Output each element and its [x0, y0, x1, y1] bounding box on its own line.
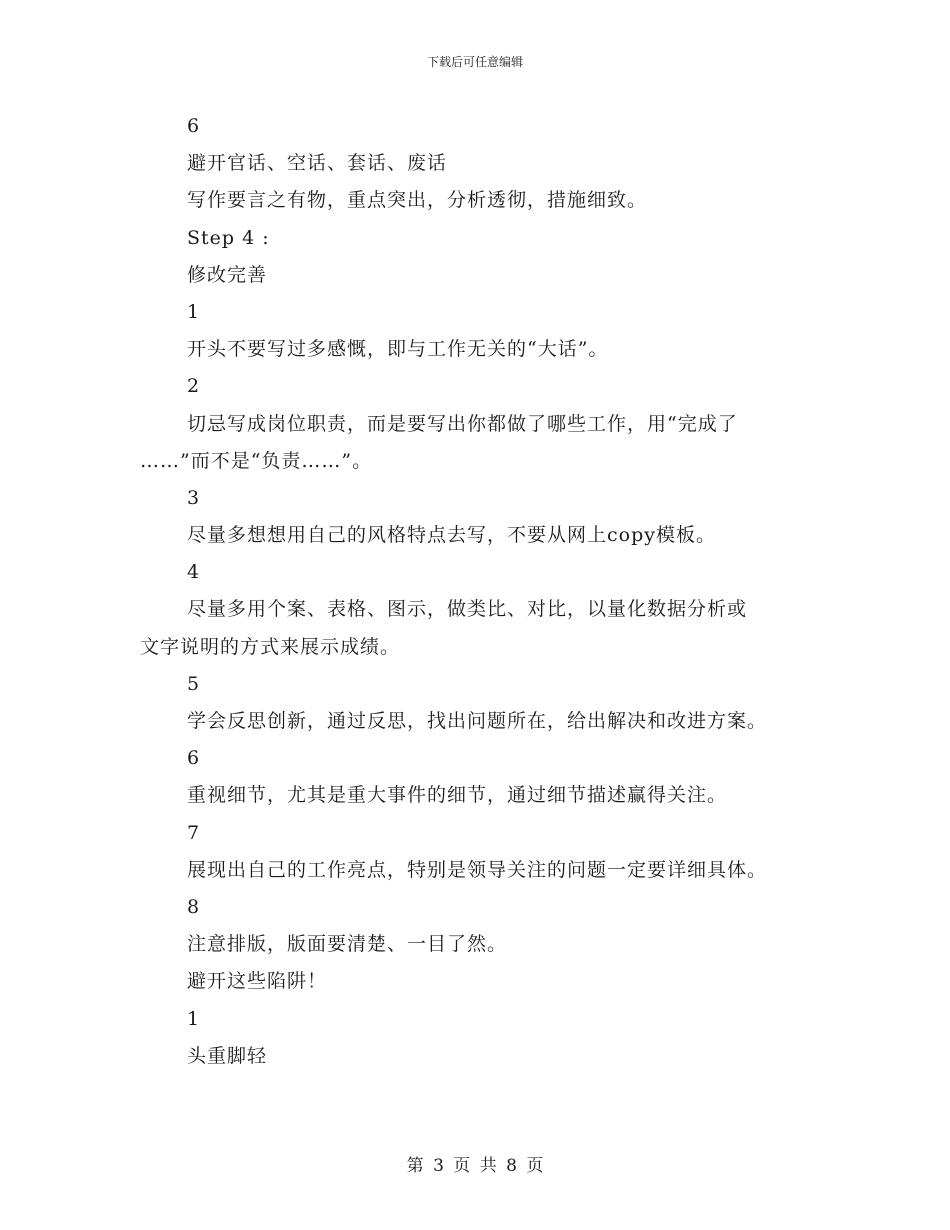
list-number: 6: [187, 115, 201, 137]
paragraph-line: 文字说明的方式来展示成绩。: [140, 635, 401, 658]
paragraph-line: 学会反思创新，通过反思，找出问题所在，给出解决和改进方案。: [187, 710, 768, 732]
paragraph-line: 注意排版，版面要清楚、一目了然。: [187, 933, 508, 956]
paragraph-line: 尽量多用个案、表格、图示，做类比、对比，以量化数据分析或: [187, 598, 748, 621]
section-heading: 避开这些陷阱！: [187, 970, 328, 993]
paragraph-line: 开头不要写过多感慨，即与工作无关的“大话”。: [187, 338, 609, 361]
document-body: [140, 108, 815, 1075]
list-number: 4: [187, 561, 201, 584]
paragraph-line: 尽量多想想用自己的风格特点去写，不要从网上copy模板。: [187, 524, 716, 547]
list-number: 3: [187, 486, 201, 509]
paragraph-line: 写作要言之有物，重点突出，分析透彻，措施细致。: [187, 189, 648, 212]
section-heading: 避开官话、空话、套话、废话: [187, 152, 448, 175]
list-number: 2: [187, 375, 201, 398]
paragraph-line: 重视细节，尤其是重大事件的细节，通过细节描述赢得关注。: [187, 784, 728, 807]
paragraph-line: 切忌写成岗位职责，而是要写出你都做了哪些工作，用“完成了: [187, 412, 738, 435]
paragraph-line: 展现出自己的工作亮点，特别是领导关注的问题一定要详细具体。: [187, 858, 768, 881]
page-footer: 第 3 页 共 8 页: [406, 1156, 544, 1176]
paragraph-line: 头重脚轻: [187, 1044, 268, 1067]
paragraph-line: ……”而不是“负责……”。: [140, 449, 373, 472]
page-header: 下载后可任意编辑: [426, 55, 523, 69]
step-label: Step 4 :: [187, 226, 270, 249]
list-number: 1: [187, 300, 201, 323]
list-number: 5: [187, 672, 201, 695]
list-number: 8: [187, 895, 201, 918]
list-number: 1: [187, 1007, 201, 1030]
list-number: 7: [187, 821, 201, 844]
section-heading: 修改完善: [187, 263, 268, 286]
list-number: 6: [187, 747, 201, 770]
